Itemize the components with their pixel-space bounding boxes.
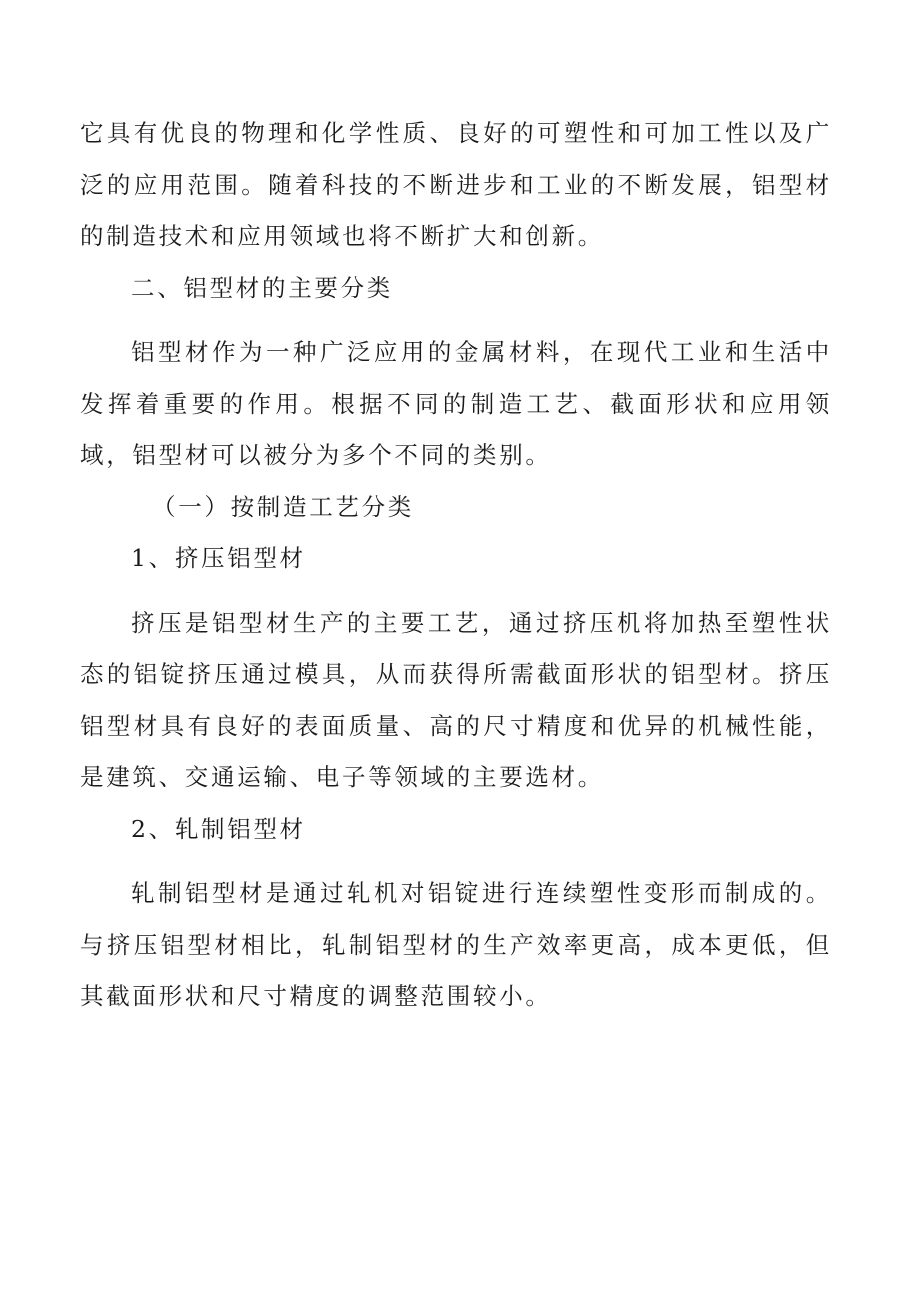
paragraph-intro-continued: 它具有优良的物理和化学性质、良好的可塑性和可加工性以及广泛的应用范围。随着科技的不断进步和工业的不断发展，铝型材的制造技术和应用领域也将不断扩大和创新。: [80, 119, 832, 250]
section-heading: 二、铝型材的主要分类: [131, 273, 393, 302]
document-body: [80, 108, 832, 1023]
paragraph-rolled: 轧制铝型材是通过轧机对铝锭进行连续塑性变形而制成的。与挤压铝型材相比，轧制铝型材的生产效率更高，成本更低，但其截面形状和尺寸精度的调整范围较小。: [80, 879, 832, 1010]
paragraph-classification-intro: 铝型材作为一种广泛应用的金属材料，在现代工业和生活中发挥着重要的作用。根据不同的制造工艺、截面形状和应用领域，铝型材可以被分为多个不同的类别。: [80, 338, 832, 469]
paragraph-extruded: 挤压是铝型材生产的主要工艺，通过挤压机将加热至塑性状态的铝锭挤压通过模具，从而获得所需截面形状的铝型材。挤压铝型材具有良好的表面质量、高的尺寸精度和优异的机械性能，是建筑、交通运输、电子等领域的主要选材。: [80, 608, 832, 791]
item-heading-extruded: 1、挤压铝型材: [131, 544, 306, 572]
item-heading-rolled: 2、轧制铝型材: [131, 814, 306, 843]
subsection-heading: （一）按制造工艺分类: [152, 492, 414, 521]
